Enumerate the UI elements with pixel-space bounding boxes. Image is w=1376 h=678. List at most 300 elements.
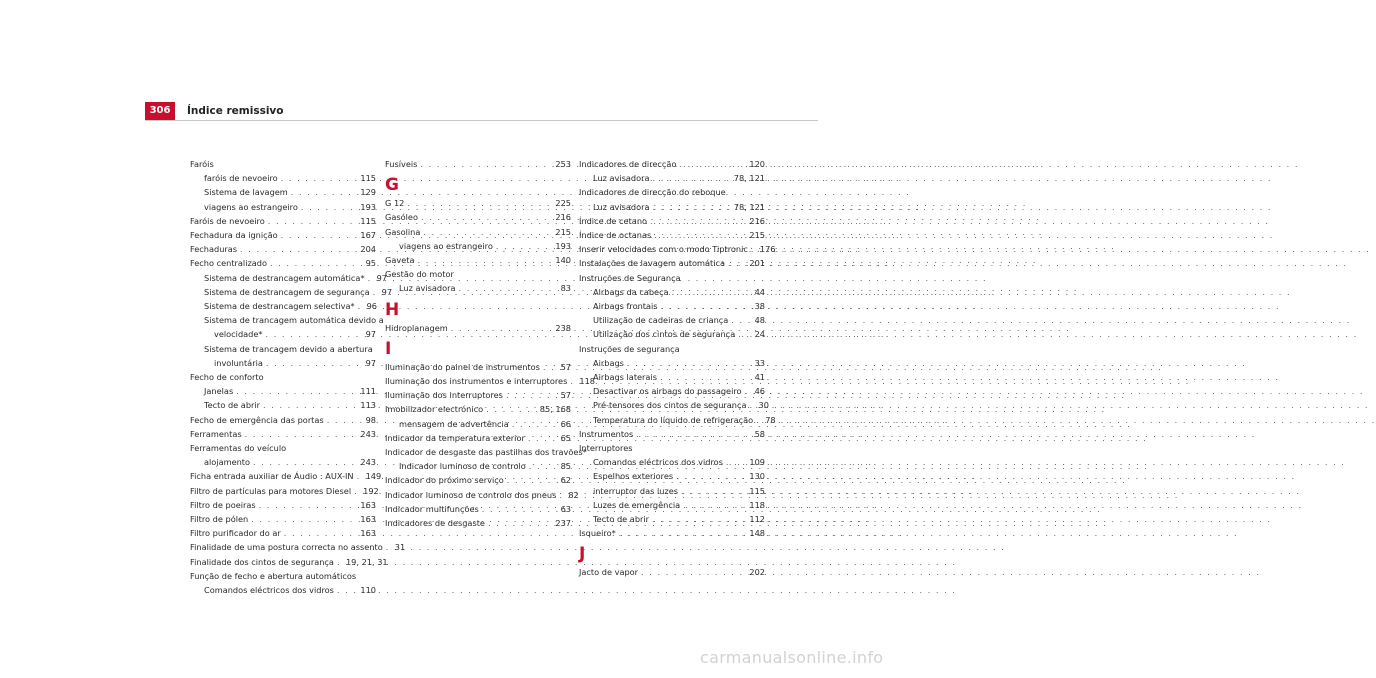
index-entry[interactable] [385, 253, 571, 267]
index-entry[interactable] [190, 342, 376, 356]
entry-label: Filtro purificador do ar [190, 528, 281, 539]
index-entry[interactable] [190, 214, 376, 228]
dot-leader [641, 565, 746, 579]
entry-label: velocidade* [214, 329, 263, 340]
entry-label: Iluminação dos interruptores [385, 390, 503, 401]
entry-page-numbers[interactable]: 176 [759, 244, 776, 255]
entry-page-numbers[interactable]: 192 [363, 485, 379, 496]
index-entry[interactable] [385, 417, 571, 431]
dot-leader [236, 384, 357, 398]
index-entry[interactable] [385, 360, 571, 374]
entry-label: Luzes de emergência [593, 499, 681, 510]
entry-label: Espelhos exteriores [593, 471, 674, 482]
dot-leader [420, 157, 552, 171]
dot-leader [559, 488, 565, 502]
index-entry[interactable] [190, 498, 376, 512]
dot-leader [357, 469, 363, 483]
entry-page-numbers[interactable]: 115 [360, 173, 376, 184]
index-entry[interactable] [385, 388, 571, 402]
dot-leader [488, 516, 552, 530]
index-entry[interactable] [579, 271, 765, 285]
index-entry[interactable] [190, 512, 376, 526]
page-title: Índice remissivo [187, 105, 284, 117]
index-entry[interactable] [385, 502, 571, 516]
entry-label: Sistema de trancagem devido a abertura [204, 343, 373, 354]
entry-label: Fechadura da ignição [190, 230, 278, 241]
index-entry[interactable] [579, 242, 776, 256]
entry-page-numbers[interactable]: 31 [394, 542, 406, 553]
entry-label: Faróis de nevoeiro [190, 215, 265, 226]
entry-page-numbers[interactable]: 193 [360, 201, 376, 212]
entry-label: Finalidade de uma postura correcta no assento [190, 542, 383, 553]
entry-page-numbers[interactable]: 225 [555, 198, 571, 209]
dot-leader [529, 459, 558, 473]
entry-page-numbers[interactable]: 98 [365, 414, 376, 425]
dot-leader [728, 256, 746, 270]
index-entry[interactable] [385, 210, 571, 224]
index-entry[interactable] [579, 285, 765, 299]
index-entry[interactable] [190, 299, 376, 313]
entry-label: Fecho de emergência das portas [190, 414, 324, 425]
dot-leader [266, 327, 363, 341]
dot-leader [731, 313, 751, 327]
entry-label: Ferramentas [190, 428, 242, 439]
entry-label: Fechaduras [190, 244, 238, 255]
dot-leader [660, 370, 752, 384]
index-entry[interactable] [579, 200, 765, 214]
index-entry[interactable] [579, 441, 765, 455]
entry-page-numbers[interactable]: 82 [568, 489, 579, 500]
index-entry[interactable] [190, 271, 387, 285]
index-entry[interactable] [579, 469, 765, 483]
entry-page-numbers[interactable]: 96 [366, 301, 378, 312]
dot-leader [459, 281, 558, 295]
dot-leader [259, 498, 358, 512]
entry-page-numbers[interactable]: 238 [555, 322, 571, 333]
index-entry[interactable] [385, 157, 571, 171]
entry-label: Instrumentos [579, 428, 634, 439]
index-entry[interactable] [190, 427, 376, 441]
entry-label: Utilização dos cintos de segurança [593, 329, 736, 340]
entry-label: Comandos eléctricos dos vidros [204, 585, 334, 596]
dot-leader [337, 555, 343, 569]
index-entry[interactable] [579, 413, 776, 427]
entry-label: Ficha entrada auxiliar de Áudio : AUX-IN [190, 471, 354, 482]
index-entry[interactable] [385, 267, 571, 281]
index-entry[interactable] [190, 285, 393, 299]
index-entry[interactable] [579, 256, 765, 270]
entry-label: viagens ao estrangeiro [204, 201, 298, 212]
dot-leader [266, 356, 363, 370]
index-entry[interactable] [385, 374, 595, 388]
entry-page-numbers[interactable]: 215 [749, 230, 765, 241]
entry-label: Filtro de poeiras [190, 499, 256, 510]
index-entry[interactable] [385, 239, 571, 253]
entry-page-numbers[interactable]: 95 [365, 258, 376, 269]
dot-leader [281, 228, 358, 242]
entry-page-numbers[interactable]: 202 [749, 567, 765, 578]
index-entry[interactable] [190, 455, 376, 469]
index-entry[interactable] [579, 214, 765, 228]
dot-leader [679, 157, 746, 171]
dot-leader [240, 242, 357, 256]
page-header [145, 102, 818, 121]
index-entry[interactable] [579, 455, 765, 469]
dot-leader [281, 171, 358, 185]
entry-label: Filtro de partículas para motores Diesel [190, 485, 352, 496]
entry-label: Função de fecho e abertura automáticos [190, 570, 357, 581]
entry-label: Tecto de abrir [204, 400, 261, 411]
index-entry[interactable] [385, 281, 571, 295]
dot-leader [661, 299, 752, 313]
index-entry[interactable] [579, 157, 765, 171]
index-entry[interactable] [579, 185, 765, 199]
dot-leader [627, 356, 752, 370]
entry-label: involuntária [214, 357, 263, 368]
entry-label: Utilização de cadeiras de criança [593, 315, 729, 326]
index-entry[interactable] [190, 555, 388, 569]
entry-label: Instruções de Segurança [579, 272, 681, 283]
dot-leader [543, 360, 558, 374]
entry-page-numbers[interactable]: 83 [560, 283, 571, 294]
entry-page-numbers[interactable]: 237 [555, 518, 571, 529]
entry-page-numbers[interactable]: 111 [360, 386, 376, 397]
entry-page-numbers[interactable]: 78, 121 [733, 201, 765, 212]
dot-leader [451, 321, 553, 335]
index-entry[interactable] [385, 196, 571, 210]
index-entry[interactable] [385, 402, 571, 416]
entry-label: Luz avisadora [593, 201, 650, 212]
entry-page-numbers[interactable]: 243 [360, 457, 376, 468]
entry-label: Sistema de destrancagem selectiva* [204, 301, 355, 312]
entry-page-numbers[interactable]: 97 [365, 357, 376, 368]
index-entry[interactable] [190, 356, 376, 370]
entry-page-numbers[interactable]: 115 [749, 485, 765, 496]
entry-page-numbers[interactable]: 33 [754, 357, 765, 368]
entry-label: Indicador de desgaste das pastilhas dos travões* [385, 447, 587, 458]
dot-leader [253, 455, 357, 469]
index-entry[interactable] [190, 256, 376, 270]
dot-leader [652, 512, 746, 526]
entry-label: Sistema de destrancagem automática* [204, 272, 365, 283]
index-entry[interactable] [579, 327, 765, 341]
entry-page-numbers[interactable]: 163 [360, 514, 376, 525]
dot-leader [636, 427, 751, 441]
dot-leader [270, 256, 363, 270]
entry-label: Instalações de lavagem automática [579, 258, 726, 269]
index-entry[interactable] [190, 413, 376, 427]
dot-leader [263, 398, 357, 412]
entry-page-numbers[interactable]: 38 [754, 301, 765, 312]
entry-page-numbers[interactable]: 140 [555, 255, 571, 266]
entry-page-numbers[interactable]: 48 [754, 315, 765, 326]
dot-leader [373, 285, 379, 299]
dot-leader [654, 228, 746, 242]
entry-page-numbers[interactable]: 148 [749, 528, 765, 539]
dot-leader [681, 484, 746, 498]
entry-label: Imobilizador electrónico [385, 404, 484, 415]
entry-page-numbers[interactable]: 65 [560, 432, 571, 443]
entry-page-numbers[interactable]: 216 [749, 215, 765, 226]
page-number-badge: 306 [145, 102, 175, 120]
index-entry[interactable] [579, 512, 765, 526]
entry-page-numbers[interactable]: 215 [555, 226, 571, 237]
entry-label: Índice de cetano [579, 215, 648, 226]
index-entry[interactable] [385, 488, 579, 502]
dot-leader [750, 398, 756, 412]
dot-leader [676, 469, 746, 483]
dot-leader [751, 242, 757, 256]
dot-leader [421, 210, 552, 224]
entry-page-numbers[interactable]: 201 [749, 258, 765, 269]
entry-page-numbers[interactable]: 66 [560, 418, 571, 429]
entry-label: Sistema de trancagem automática devido a [204, 315, 384, 326]
entry-label: Iluminação dos instrumentos e interruptores [385, 376, 568, 387]
entry-page-numbers[interactable]: 57 [560, 361, 571, 372]
entry-page-numbers[interactable]: 24 [754, 329, 765, 340]
index-entry[interactable] [579, 427, 765, 441]
entry-label: Faróis [190, 159, 214, 169]
entry-page-numbers[interactable]: 115 [360, 215, 376, 226]
entry-page-numbers[interactable]: 85, 168 [539, 404, 571, 415]
entry-page-numbers[interactable]: 97 [381, 286, 393, 297]
index-entry[interactable] [579, 498, 765, 512]
dot-leader [619, 526, 747, 540]
entry-label: Gestão do motor [385, 269, 454, 280]
entry-label: Fusíveis [385, 159, 418, 169]
index-entry[interactable] [190, 185, 376, 199]
entry-label: viagens ao estrangeiro [399, 240, 493, 251]
entry-label: Indicadores de desgaste [385, 518, 485, 529]
index-entry[interactable] [190, 157, 376, 171]
entry-label: Temperatura do líquido de refrigeração [593, 414, 754, 425]
dot-leader [653, 171, 731, 185]
index-entry[interactable] [190, 370, 376, 384]
entry-label: alojamento [204, 457, 251, 468]
entry-label: Inserir velocidades com o modo Tiptronic [579, 244, 748, 255]
index-entry[interactable] [190, 540, 406, 554]
index-entry[interactable] [190, 484, 379, 498]
dot-leader [512, 417, 558, 431]
index-entry[interactable] [385, 473, 571, 487]
entry-page-numbers[interactable]: 253 [555, 159, 571, 169]
entry-label: Filtro de pólen [190, 514, 249, 525]
dot-leader [672, 285, 752, 299]
entry-page-numbers[interactable]: 243 [360, 428, 376, 439]
index-entry[interactable] [190, 200, 376, 214]
entry-page-numbers[interactable]: 129 [360, 187, 376, 198]
entry-label: Indicador multifunções [385, 503, 479, 514]
entry-page-numbers[interactable]: 78 [765, 414, 776, 425]
entry-label: Luz avisadora [399, 283, 456, 294]
section-letter: G [385, 175, 399, 196]
section-letter: J [579, 544, 586, 565]
dot-leader [683, 498, 746, 512]
dot-leader [486, 402, 537, 416]
dot-leader [301, 200, 358, 214]
entry-label: Instruções de segurança [579, 343, 680, 354]
dot-leader [327, 413, 363, 427]
entry-page-numbers[interactable]: 19, 21, 31 [345, 556, 388, 567]
index-column-2 [385, 157, 595, 530]
entry-page-numbers[interactable]: 78, 121 [733, 173, 765, 184]
entry-label: mensagem de advertência [399, 418, 509, 429]
dot-leader [337, 583, 357, 597]
dot-leader [756, 413, 762, 427]
index-entry[interactable] [190, 242, 376, 256]
index-entry[interactable] [579, 342, 765, 356]
entry-label: Indicadores de direcção [579, 159, 677, 169]
entry-label: Iluminação do painel de instrumentos [385, 361, 540, 372]
index-entry[interactable] [579, 565, 765, 579]
entry-page-numbers[interactable]: 63 [560, 503, 571, 514]
entry-label: Indicador luminoso de controlo [399, 461, 526, 472]
entry-page-numbers[interactable]: 110 [360, 585, 376, 596]
index-entry[interactable] [190, 228, 376, 242]
entry-page-numbers[interactable]: 163 [360, 528, 376, 539]
index-column-3 [579, 157, 776, 580]
entry-page-numbers[interactable]: 193 [555, 240, 571, 251]
index-entry[interactable] [579, 171, 765, 185]
entry-page-numbers[interactable]: 46 [754, 386, 765, 397]
index-entry[interactable] [579, 356, 765, 370]
index-entry[interactable] [579, 228, 765, 242]
entry-label: Indicador da temperatura exterior [385, 432, 525, 443]
entry-page-numbers[interactable]: 163 [360, 499, 376, 510]
entry-label: interruptor das luzes [593, 485, 679, 496]
dot-leader [507, 473, 558, 487]
entry-page-numbers[interactable]: 57 [560, 390, 571, 401]
entry-page-numbers[interactable]: 62 [560, 475, 571, 486]
dot-leader [726, 455, 746, 469]
entry-label: Gaveta [385, 255, 415, 266]
entry-label: Tecto de abrir [593, 514, 650, 525]
index-entry[interactable] [190, 398, 376, 412]
entry-page-numbers[interactable]: 58 [754, 428, 765, 439]
index-entry[interactable] [385, 516, 571, 530]
dot-leader [745, 384, 752, 398]
entry-label: Ferramentas do veículo [190, 443, 287, 454]
entry-label: Gasolina [385, 226, 421, 237]
entry-page-numbers[interactable]: 97 [365, 329, 376, 340]
section-letter: H [385, 299, 400, 320]
entry-page-numbers[interactable]: 204 [360, 244, 376, 255]
index-entry[interactable] [190, 526, 376, 540]
index-entry[interactable] [579, 398, 769, 412]
index-entry[interactable] [385, 459, 571, 473]
dot-leader [528, 431, 558, 445]
entry-page-numbers[interactable]: 44 [754, 286, 765, 297]
dot-leader [284, 526, 358, 540]
entry-page-numbers[interactable]: 118 [579, 376, 595, 387]
index-entry[interactable] [190, 327, 376, 341]
dot-leader [482, 502, 558, 516]
index-entry[interactable] [385, 321, 571, 335]
index-entry[interactable] [385, 225, 571, 239]
entry-page-numbers[interactable]: 30 [758, 400, 769, 411]
entry-page-numbers[interactable]: 97 [376, 272, 387, 283]
entry-label: Luz avisadora [593, 173, 650, 184]
entry-label: Jacto de vapor [579, 567, 639, 578]
entry-label: Gasóleo [385, 212, 418, 223]
entry-page-numbers[interactable]: 41 [754, 372, 765, 383]
index-entry[interactable] [579, 526, 765, 540]
entry-label: Sistema de lavagem [204, 187, 288, 198]
index-entry[interactable] [190, 384, 376, 398]
entry-label: Isqueiro* [579, 528, 616, 539]
entry-label: Hidroplanagem [385, 322, 448, 333]
entry-label: Fecho centralizado [190, 258, 267, 269]
dot-leader [417, 253, 552, 267]
index-entry[interactable] [190, 441, 376, 455]
index-entry[interactable] [579, 484, 765, 498]
index-entry[interactable] [579, 313, 765, 327]
dot-leader [368, 271, 374, 285]
entry-label: Airbags [593, 357, 624, 368]
dot-leader [650, 214, 746, 228]
dot-leader [653, 200, 731, 214]
entry-label: Janelas [204, 386, 234, 397]
entry-page-numbers[interactable]: 113 [360, 400, 376, 411]
index-entry[interactable] [579, 370, 765, 384]
entry-page-numbers[interactable]: 118 [749, 499, 765, 510]
dot-leader [291, 185, 358, 199]
entry-page-numbers[interactable]: 216 [555, 212, 571, 223]
entry-label: faróis de nevoeiro [204, 173, 278, 184]
entry-label: Pré-tensores dos cintos de segurança [593, 400, 747, 411]
index-entry[interactable] [190, 313, 384, 327]
entry-page-numbers[interactable]: 85 [560, 461, 571, 472]
index-entry[interactable] [385, 431, 571, 445]
entry-label: Indicador do próximo serviço [385, 475, 504, 486]
entry-label: G 12 [385, 198, 405, 209]
entry-label: Desactivar os airbags do passageiro [593, 386, 742, 397]
index-entry[interactable] [385, 445, 587, 459]
dot-leader [245, 427, 358, 441]
entry-label: Airbags da cabeça [593, 286, 669, 297]
entry-label: Airbags frontais [593, 301, 658, 312]
index-entry[interactable] [190, 469, 382, 483]
entry-label: Índice de octanas [579, 230, 652, 241]
section-letter: I [385, 338, 392, 359]
entry-page-numbers[interactable]: 112 [749, 514, 765, 525]
dot-leader [506, 388, 558, 402]
dot-leader [496, 239, 553, 253]
dot-leader [354, 484, 360, 498]
dot-leader [358, 299, 364, 313]
entry-page-numbers[interactable]: 120 [749, 159, 765, 169]
entry-page-numbers[interactable]: 130 [749, 471, 765, 482]
watermark: carmanualsonline.info [700, 648, 884, 667]
index-entry[interactable] [579, 384, 765, 398]
dot-leader [386, 540, 392, 554]
entry-label: Sistema de destrancagem de segurança [204, 286, 370, 297]
entry-page-numbers[interactable]: 167 [360, 230, 376, 241]
index-entry[interactable] [190, 583, 376, 597]
index-entry[interactable] [190, 569, 376, 583]
index-entry[interactable] [190, 171, 376, 185]
entry-label: Comandos eléctricos dos vidros [593, 457, 723, 468]
index-entry[interactable] [579, 299, 765, 313]
entry-page-numbers[interactable]: 109 [749, 457, 765, 468]
entry-page-numbers[interactable]: 149 [365, 471, 382, 482]
dot-leader [268, 214, 358, 228]
dot-leader [251, 512, 357, 526]
entry-label: Fecho de conforto [190, 372, 264, 383]
entry-label: Finalidade dos cintos de segurança [190, 556, 334, 567]
dot-leader [407, 196, 552, 210]
dot-leader [570, 374, 576, 388]
